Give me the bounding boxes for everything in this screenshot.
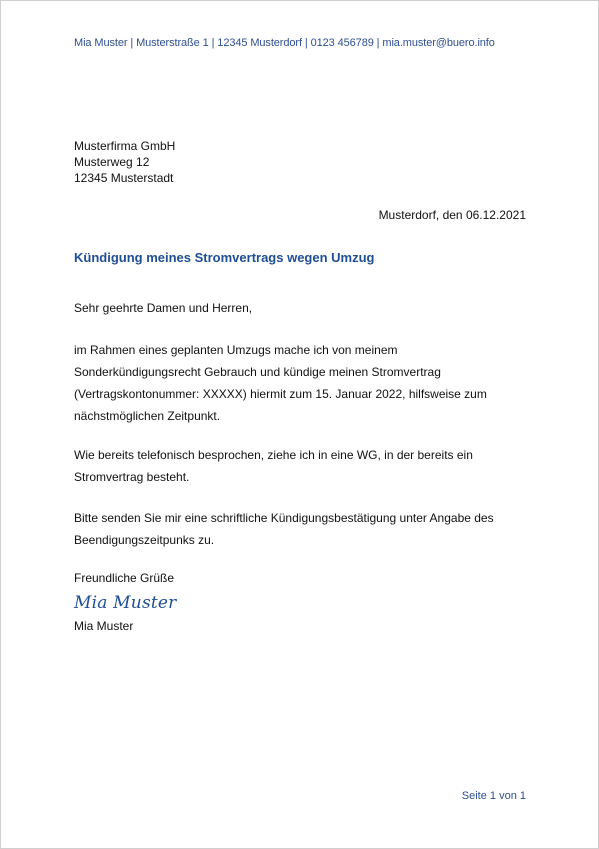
body-line: (Vertragskontonummer: XXXXX) hiermit zum 15. Januar 2022, hilfsweise zum	[74, 387, 487, 401]
closing-phrase: Freundliche Grüße	[74, 571, 175, 585]
salutation: Sehr geehrte Damen und Herren,	[74, 301, 253, 315]
date-line: Musterdorf, den 06.12.2021	[378, 208, 526, 222]
page-number: Seite 1 von 1	[461, 790, 526, 802]
sender-contact-line: Mia Muster | Musterstraße 1 | 12345 Musterdorf | 0123 456789 | mia.muster@buero.info	[74, 37, 495, 49]
body-line: Wie bereits telefonisch besprochen, ziehe ich in eine WG, in der bereits ein	[74, 448, 473, 462]
body-paragraph-1	[74, 339, 534, 427]
recipient-city: 12345 Musterstadt	[74, 171, 174, 185]
recipient-street: Musterweg 12	[74, 155, 150, 169]
body-line: im Rahmen eines geplanten Umzugs mache ich von meinem	[74, 343, 398, 357]
body-line: Sonderkündigungsrecht Gebrauch und kündige meinen Stromvertrag	[74, 365, 441, 379]
body-line: Stromvertrag besteht.	[74, 470, 190, 484]
body-paragraph-3	[74, 507, 534, 551]
recipient-address	[74, 138, 175, 186]
handwritten-signature: Mia Muster	[74, 593, 177, 613]
signer-name: Mia Muster	[74, 619, 134, 633]
body-line: nächstmöglichen Zeitpunkt.	[74, 409, 221, 423]
recipient-company: Musterfirma GmbH	[74, 139, 176, 153]
body-line: Bitte senden Sie mir eine schriftliche Kündigungsbestätigung unter Angabe des	[74, 511, 494, 525]
body-paragraph-2	[74, 444, 534, 488]
body-line: Beendigungszeitpunks zu.	[74, 533, 215, 547]
subject-line: Kündigung meines Stromvertrags wegen Umzug	[74, 250, 375, 265]
